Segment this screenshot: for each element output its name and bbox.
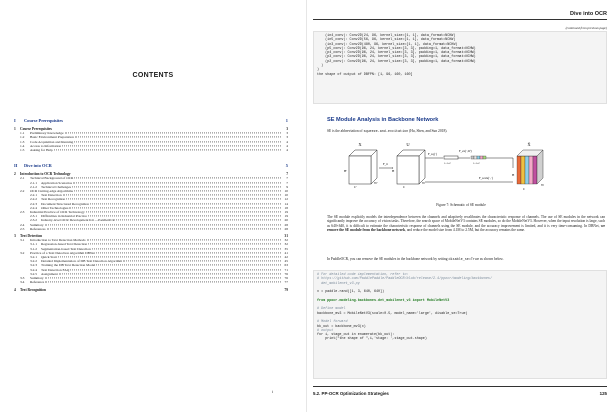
toc-number: 2.2.2 [30, 197, 37, 202]
label-c: C [403, 185, 406, 189]
code-line: ) [317, 68, 320, 73]
label-h: H [392, 169, 395, 173]
code-line: # Model forward [317, 320, 348, 325]
page-number: i [272, 389, 274, 394]
inline-code: squeeze-and-excitation [363, 130, 409, 134]
toc-page: 31 [284, 234, 288, 239]
toc-title: Summary [30, 276, 44, 281]
toc-number: 3.2.2 [30, 259, 37, 264]
toc-title: Assignment [41, 271, 58, 276]
label-c-2: C [523, 187, 526, 191]
toc-title: Industry-level OCR Development Kit —PaddleOCR [41, 218, 115, 223]
toc-page: 42 [284, 255, 288, 260]
paragraph-se-description [327, 215, 605, 233]
table-of-contents [14, 118, 288, 292]
toc-title: Course Prerequisites [20, 127, 52, 131]
toc-number: 1.2 [20, 135, 25, 140]
toc-leader [45, 277, 281, 278]
label-w: W [422, 181, 426, 185]
text-run: (Hu, Shen, and Sun 2018). [408, 129, 448, 133]
toc-number: 2.3 [20, 210, 25, 215]
toc-title: Asking for Help [30, 148, 53, 153]
toc-number: 3 [14, 234, 16, 239]
text-run: as shown below. [479, 257, 504, 261]
toc-title: Basic Environment Preparation [30, 135, 74, 140]
header-rule [313, 19, 607, 20]
toc-number: 3.2.3 [30, 263, 37, 268]
toc-number: 2 [14, 172, 16, 177]
paragraph-disable-se [327, 257, 605, 262]
toc-leader [86, 211, 281, 212]
toc-page: 20 [284, 218, 288, 223]
label-x: X [358, 142, 362, 147]
toc-number: 1.3 [20, 139, 25, 144]
toc-title: Quick Start [41, 255, 58, 260]
toc-page: 4 [286, 139, 288, 144]
code-line: print("the shape of ",i,'stage: ',stage_out.shape) [317, 337, 427, 342]
label-c1: C' [354, 185, 357, 189]
label-u: U [406, 142, 410, 147]
label-fscale: F_scale(·,·) [479, 176, 493, 180]
code-line: (p5_conv): Conv2D(96, 24, kernel_size=[3, 3], padding=1, data_format=NCHW) [317, 46, 476, 51]
toc-page: 32 [284, 238, 288, 243]
toc-number: 1.4 [20, 143, 25, 148]
toc-number: 4 [14, 287, 16, 292]
toc-entry[interactable] [14, 288, 288, 292]
code-line: for i, stage_out in enumerate(bk_out): [317, 333, 395, 338]
code-line: bk_out = backbone_mv3(x) [317, 324, 366, 329]
toc-title: Course Prerequisites [24, 118, 63, 123]
toc-number: 3.4 [20, 280, 25, 285]
code-line: # https://github.com/PaddlePaddle/PaddleOCR/blob/release/2.4/ppocr/modeling/backbones/ [317, 277, 492, 282]
block-u [397, 150, 425, 184]
toc-number: 3.1.2 [30, 246, 37, 251]
toc-title: Introduction to Text Detection Methods [30, 238, 86, 243]
toc-leader [63, 195, 281, 196]
block-x [349, 150, 377, 184]
toc-title: Access to Information [30, 143, 62, 148]
toc-leader [45, 224, 281, 225]
toc-leader [58, 256, 281, 257]
toc-number: 1.5 [20, 148, 25, 153]
label-v2: 1×1×C [473, 162, 480, 165]
left-page [0, 0, 306, 412]
toc-title: Text Recognition [20, 287, 46, 292]
toc-title: References [30, 226, 46, 231]
text-run: , and reduce the model size from 4.1M to 2.5M, but the accuracy remains the same. [405, 228, 525, 233]
code-line: # Define model [317, 307, 346, 312]
code-line: the shape of output of DBFPN: [1, 96, 160, 160] [317, 72, 413, 77]
toc-leader [59, 273, 281, 274]
toc-title: Application Scenarios [41, 180, 73, 185]
toc-title: Difficulties in Industrial Practice [41, 214, 87, 219]
continued-note: (continued from previous page) [565, 26, 607, 30]
footer-page-number: 125 [599, 391, 607, 396]
toc-number: 2.2.4 [30, 205, 37, 210]
label-w-2: W [541, 183, 545, 187]
toc-page: 19 [284, 210, 288, 215]
toc-page: 19 [284, 214, 288, 219]
toc-title: Text Detection [41, 193, 62, 198]
toc-page: 4 [286, 148, 288, 153]
toc-title: Text Detection [20, 234, 43, 239]
figure-caption: Figure 7: Schematic of SE module [436, 203, 486, 207]
toc-leader [66, 199, 281, 200]
toc-number: 3.2 [20, 250, 25, 255]
toc-page: 18 [284, 205, 288, 210]
toc-leader [72, 186, 281, 187]
label-ftr: F_tr [383, 162, 389, 166]
toc-number: II [14, 163, 18, 169]
code-line: backbone_mv3 = MobileNetV3(scale=0.5, model_name='large', disable_se=True) [317, 311, 468, 316]
code-line: # For detailed code implementation, refer to: [317, 273, 409, 277]
toc-page: 63 [284, 263, 288, 268]
toc-title: Dive into OCR [24, 163, 52, 169]
code-block-example [313, 270, 607, 379]
right-page [307, 0, 615, 412]
code-line: det_mobilenet_v3.py [317, 281, 360, 286]
code-line: (p3_conv): Conv2D(96, 24, kernel_size=[3, 3], padding=1, data_format=NCHW) [317, 55, 476, 60]
toc-leader [65, 133, 281, 134]
toc-page: 32 [284, 242, 288, 247]
toc-page: 7 [286, 172, 288, 177]
section-title: SE Module Analysis in Backbone Network [327, 117, 439, 123]
toc-page: 14 [284, 201, 288, 206]
label-h-2: H [512, 173, 515, 177]
toc-leader [45, 282, 281, 283]
toc-page: 76 [284, 276, 288, 281]
code-block-output [313, 31, 607, 104]
toc-page: 5 [285, 163, 288, 169]
toc-leader [75, 137, 281, 138]
toc-title: Training the DB Text Detection Model [41, 263, 96, 268]
se-module-figure [327, 138, 607, 200]
toc-page: 3 [286, 127, 288, 131]
excitation-vector [471, 156, 486, 159]
toc-number: 1.1 [20, 131, 25, 136]
spacer [14, 152, 288, 163]
toc-page: 76 [284, 271, 288, 276]
toc-leader [74, 178, 281, 179]
code-line: x = paddle.rand([1, 3, 640, 640]) [317, 290, 385, 295]
toc-leader [88, 216, 281, 217]
toc-page: 71 [284, 267, 288, 272]
toc-title: Segmentation-based Text Detection [41, 246, 91, 251]
toc-page: 12 [284, 197, 288, 202]
toc-page: 10 [284, 193, 288, 198]
running-head: Dive into OCR [570, 11, 607, 17]
toc-number: 2.1.2 [30, 184, 37, 189]
label-h1: H' [344, 169, 347, 173]
footer-rule [313, 386, 607, 387]
toc-title: Introduction to OCR Technology [20, 172, 71, 177]
paragraph-se-abbrev [327, 129, 605, 134]
toc-page: 1 [285, 118, 288, 123]
toc-title: Technical Challenges [41, 184, 71, 189]
code-line: (p4_conv): Conv2D(96, 24, kernel_size=[3, 3], padding=1, data_format=NCHW) [317, 51, 476, 56]
toc-number: 3.2.1 [30, 255, 37, 260]
toc-number: 2.3.2 [30, 218, 37, 223]
toc-title: Industrial Practice of OCR Technology [30, 210, 85, 215]
toc-title: OCR Cutting-edge Algorithms [30, 189, 73, 194]
toc-title: Technical Background of OCR [30, 176, 74, 181]
toc-leader [74, 141, 281, 142]
toc-page: 77 [284, 280, 288, 285]
toc-number: 2.2.1 [30, 193, 37, 198]
toc-leader [96, 265, 281, 266]
toc-number: 2.5 [20, 226, 25, 231]
inline-code: disable_se=True [448, 258, 479, 262]
toc-page: 7 [286, 176, 288, 181]
text-run: In PaddleOCR, you can remove the SE modules in the backbone network by setting [327, 257, 449, 261]
label-fsq: F_sq(·) [428, 152, 437, 156]
toc-leader [74, 190, 281, 191]
toc-number: 2.1.1 [30, 180, 37, 185]
code-line: # output [317, 328, 334, 333]
block-x-tilde [517, 150, 543, 184]
toc-page: 10 [284, 189, 288, 194]
toc-number: I [14, 118, 16, 123]
label-fex: F_ex(·,W) [459, 149, 472, 153]
toc-number: 3.2.4 [30, 267, 37, 272]
toc-title: Summary [30, 222, 44, 227]
toc-leader [47, 228, 281, 229]
toc-number: 2.2.3 [30, 201, 37, 206]
code-line: (p2_conv): Conv2D(96, 24, kernel_size=[3, 3], padding=1, data_format=NCHW) [317, 59, 476, 64]
toc-title: Regression-based Text Detection [41, 242, 88, 247]
toc-title: Text Detection FAQ [41, 267, 70, 272]
toc-leader [123, 261, 281, 262]
toc-leader [96, 252, 281, 253]
toc-page: 7 [286, 180, 288, 185]
code-line: (in3_conv): Conv2D(480, 96, kernel_size=[1, 1], data_format=NCHW) [317, 42, 458, 47]
toc-page: 35 [284, 246, 288, 251]
toc-leader [69, 207, 281, 208]
toc-title: Practice of a Text Detection Algorithm DBNet [30, 250, 96, 255]
toc-leader [54, 149, 281, 150]
toc-page: 3 [286, 131, 288, 136]
toc-leader [70, 269, 281, 270]
toc-number: 3.2.5 [30, 271, 37, 276]
code-line: ) [317, 64, 324, 69]
toc-title: Reference [30, 280, 45, 285]
toc-page: 79 [284, 287, 288, 292]
text-run: SE is the abbreviation of [327, 129, 364, 133]
toc-leader [62, 145, 281, 146]
code-line: (in5_conv): Conv2D(56, 96, kernel_size=[1, 1], data_format=NCHW) [317, 38, 456, 43]
toc-page: 9 [286, 184, 288, 189]
toc-title: Text Recognition [41, 197, 66, 202]
toc-number: 3.1.1 [30, 242, 37, 247]
toc-page: 28 [284, 226, 288, 231]
toc-number: 2.3.1 [30, 214, 37, 219]
footer-section: 5.2. PP-OCR Optimization Strategies [313, 391, 389, 396]
label-w1: W' [374, 181, 378, 185]
toc-page: 4 [286, 143, 288, 148]
toc-leader [88, 244, 281, 245]
toc-number: 3.3 [20, 276, 25, 281]
toc-leader [116, 220, 281, 221]
toc-page: 41 [284, 250, 288, 255]
toc-title: Other Technologies [41, 205, 69, 210]
toc-number: 1 [14, 127, 16, 131]
toc-leader [87, 240, 282, 241]
label-v1: 1×1×C [444, 162, 451, 165]
toc-number: 3.1 [20, 238, 25, 243]
toc-title: Code Acquisition and Running [30, 139, 74, 144]
bold-text: we remove the SE module from the backbone network [327, 223, 605, 233]
toc-page: 28 [284, 222, 288, 227]
code-line: (in4_conv): Conv2D(24, 96, kernel_size=[1, 1], data_format=NCHW) [317, 34, 456, 38]
toc-title: Document Structured Recognition [41, 201, 90, 206]
toc-title: Preliminary Knowledge [30, 131, 64, 136]
toc-title: Detailed Implementation of DB Text Detection Algorithm [41, 259, 123, 264]
toc-leader [92, 248, 281, 249]
toc-number: 2.4 [20, 222, 25, 227]
toc-number: 2.1 [20, 176, 25, 181]
code-line: from ppocr.modeling.backbones.det_mobilenet_v3 import MobileNetV3 [317, 298, 450, 303]
toc-leader [73, 182, 281, 183]
toc-leader [90, 203, 281, 204]
toc-page: 3 [286, 135, 288, 140]
toc-page: 45 [284, 259, 288, 264]
label-x-tilde: X̃ [527, 142, 531, 147]
text-run: The SE module explicitly models the interdependence between the channels and adaptively recalibrates the characteristic response of channels. The use of SE modules in the network can significantly improve the accuracy of vision tasks. Therefore, the search space of MobileNetV3 contains SE modules, so do the MobileNetV3. However, when the input resolution is large, such as 640×640, it is difficult to estimate the characteristic response of channels using the SE module, and the accuracy improvement is limited, and it is very time-consuming. In DBNet, [327, 215, 605, 228]
contents-title: CONTENTS [132, 72, 174, 79]
toc-number: 2.2 [20, 189, 25, 194]
